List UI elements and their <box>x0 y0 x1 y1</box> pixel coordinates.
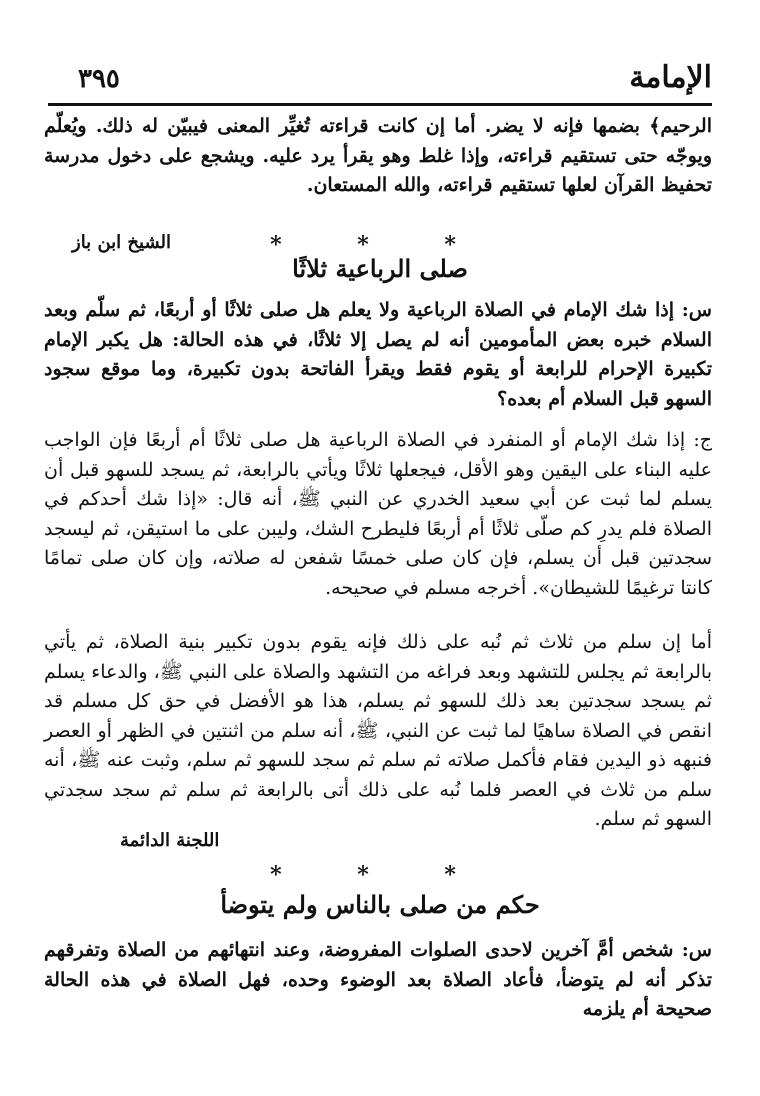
signature-ibn-baz: الشيخ ابن باز <box>72 232 172 253</box>
page-header <box>0 0 760 110</box>
section-heading-2: حكم من صلى بالناس ولم يتوضأ <box>220 890 540 919</box>
section-divider-stars-2: * * * <box>270 862 490 888</box>
page-number: ٣٩٥ <box>78 64 120 94</box>
section-heading-1: صلى الرباعية ثلاثًا <box>292 254 468 283</box>
answer-1-paragraph-2: أما إن سلم من ثلاث ثم نُبه على ذلك فإنه يقوم بدون تكبير بنية الصلاة، ثم يأتي بالرابعة ثم يجلس للتشهد وبعد فراغه من التشهد والصلاة على النبي ﷺ، والدعاء يسلم ثم يسجد سجدتين بعد ذلك للسهو ثم يسلم، هذا هو الأفضل في حق كل مسلم قد انقص في الصلاة ساهيًا لما ثبت عن النبي، ﷺ، أنه سلم من اثنتين في الظهر أو العصر فنبهه ذو اليدين فقام فأكمل صلاته ثم سلم ثم سجد للسهو ثم سلم، وثبت عنه ﷺ، أنه سلم من ثلاث في العصر فلما نُبه على ذلك أتى بالرابعة ثم سلم ثم سجد سجدتي السهو ثم سلم. <box>44 631 712 830</box>
top-paragraph: الرحيم﴾ بضمها فإنه لا يضر. أما إن كانت قراءته تُغيِّر المعنى فيبيّن له ذلك. ويُعلّم ويوجّه حتى تستقيم قراءته، وإذا غلط وهو يقرأ يرد عليه. ويشجع على دخول مدرسة تحفيظ القرآن لعلها تستقيم قراءته، والله المستعان. <box>44 115 712 196</box>
section-divider-stars: * * * <box>270 232 490 258</box>
signature-permanent-committee: اللجنة الدائمة <box>120 830 220 851</box>
answer-1-paragraph-1: ج: إذا شك الإمام أو المنفرد في الصلاة الرباعية هل صلى ثلاثًا أم أربعًا فإن الواجب عليه البناء على اليقين وهو الأقل، فيجعلها ثلاثًا ويأتي بالرابعة، ثم يسجد للسهو قبل أن يسلم لما ثبت عن أبي سعيد الخدري عن النبي ﷺ، أنه قال: «إذا شك أحدكم في الصلاة فلم يدرِ كم صلّى ثلاثًا أم أربعًا فليطرح الشك، وليبن على ما استيقن، ثم ليسجد سجدتين قبل أن يسلم، فإن كان صلى خمسًا شفعن له صلاته، وإن كان صلى تمامًا كانتا ترغيمًا للشيطان». أخرجه مسلم في صحيحه. <box>44 429 712 599</box>
question-2: س: شخص أمَّ آخرين لاحدى الصلوات المفروضة، وعند انتهائهم من الصلاة وتفرقهم تذكر أنه لم يتوضأ، فأعاد الصلاة بعد الوضوء وحده، فهل الصلاة في هذه الحالة صحيحة أم يلزمه <box>44 939 712 1020</box>
running-title: الإمامة <box>629 60 712 95</box>
header-rule <box>48 103 712 106</box>
question-1: س: إذا شك الإمام في الصلاة الرباعية ولا يعلم هل صلى ثلاثًا أو أربعًا، ثم سلّم وبعد السلام خبره بعض المأمومين أنه لم يصل إلا ثلاثًا، في هذه الحالة: هل يكبر الإمام تكبيرة الإحرام للرابعة أو يقوم فقط ويقرأ الفاتحة بدون تكبيرة، وما موقع سجود السهو قبل السلام أم بعده؟ <box>44 299 712 410</box>
